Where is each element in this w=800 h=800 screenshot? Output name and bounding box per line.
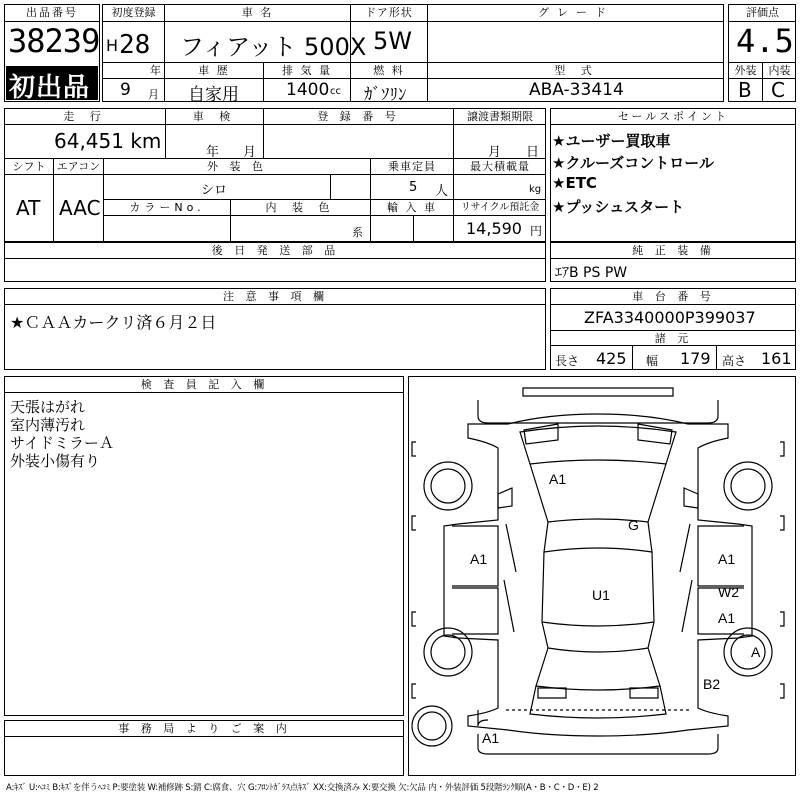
height-label: 高さ xyxy=(722,354,747,368)
selling-points-label: セールスポイント xyxy=(617,110,729,123)
length-value: 425 xyxy=(596,349,627,368)
first-listing-text: 初出品 xyxy=(9,73,91,103)
ac-label: エアコン xyxy=(56,160,101,173)
first-reg-label: 初度登録 xyxy=(111,6,156,19)
genuine-equipment-label: 純 正 装 備 xyxy=(632,244,715,257)
exterior-label: 外装 xyxy=(734,64,757,77)
grade-label: グレード xyxy=(538,6,614,19)
mileage-label: 走 行 xyxy=(63,110,107,123)
selling-point: ★プッシュスタート xyxy=(552,198,685,216)
inspector-label: 検 査 員 記 入 欄 xyxy=(140,378,269,391)
ac-value: AAC xyxy=(59,196,101,220)
inspection-label: 車 検 xyxy=(192,110,237,123)
capacity-value: 5 xyxy=(409,180,418,195)
length-label: 長さ xyxy=(555,354,580,368)
damage-mark-rear-right: B2 xyxy=(703,676,721,692)
reg-year: 28 xyxy=(119,30,151,60)
height-value: 161 xyxy=(761,349,792,368)
shift-value: AT xyxy=(16,196,41,220)
score-value: 4.5 xyxy=(736,22,794,60)
interior-color-suffix: 系 xyxy=(352,226,363,239)
damage-mark-rear-bumper: A1 xyxy=(482,730,500,746)
fuel-value: ｶﾞｿﾘﾝ xyxy=(364,85,407,105)
reg-month: 9 xyxy=(120,80,131,100)
office-label: 事 務 局 よ り ご 案 内 xyxy=(118,722,291,735)
inspection-month-unit: 月 xyxy=(243,145,257,160)
lot-number-label: 出品番号 xyxy=(26,6,78,19)
selling-point: ★クルーズコントロール xyxy=(552,154,714,172)
displacement-value: 1400 xyxy=(286,80,330,100)
transfer-day-unit: 日 xyxy=(526,145,540,160)
recycle-label: リサイクル預託金 xyxy=(460,202,540,213)
mileage-value: 64,451 km xyxy=(54,129,162,153)
fuel-label: 燃 料 xyxy=(373,64,405,77)
color-label: 外 装 色 xyxy=(207,160,267,173)
car-name: フィアット 500X xyxy=(180,33,367,61)
door-label: ドア形状 xyxy=(365,6,413,19)
inspection-year-unit: 年 xyxy=(206,145,220,160)
damage-mark-left-front: A1 xyxy=(470,551,488,567)
plate-label: 登 録 番 号 xyxy=(317,110,400,123)
interior-grade: C xyxy=(771,78,785,102)
later-parts-label: 後 日 発 送 部 品 xyxy=(211,244,340,257)
lot-number: 38239 xyxy=(8,22,100,60)
width-label: 幅 xyxy=(646,354,659,368)
damage-mark-right-rear: A1 xyxy=(718,610,736,626)
chassis-number: ZFA3340000P399037 xyxy=(584,308,756,327)
transfer-label: 譲渡書類期限 xyxy=(467,110,533,123)
damage-mark-right-front-repair: W2 xyxy=(718,584,739,600)
inspector-note: サイドミラーＡ xyxy=(10,434,114,452)
selling-point: ★ユーザー買取車 xyxy=(552,132,671,150)
displacement-unit: cc xyxy=(330,86,341,97)
interior-label: 内装 xyxy=(768,64,791,77)
damage-mark-windshield: G xyxy=(628,517,639,533)
load-unit: kg xyxy=(529,184,542,195)
score-label: 評価点 xyxy=(746,6,779,19)
transfer-month-unit: 月 xyxy=(488,145,502,160)
interior-color-label: 内 装 色 xyxy=(265,201,336,214)
recycle-unit: 円 xyxy=(530,224,543,238)
color-value: シロ xyxy=(201,183,228,198)
capacity-label: 乗車定員 xyxy=(388,160,436,173)
history-value: 自家用 xyxy=(188,85,239,105)
recycle-value: 14,590 xyxy=(466,219,522,238)
car-name-label: 車 名 xyxy=(241,6,274,19)
damage-mark-right-front: A1 xyxy=(718,551,736,567)
capacity-unit: 人 xyxy=(435,184,449,199)
width-value: 179 xyxy=(680,349,711,368)
model-value: ABA-33414 xyxy=(529,80,624,100)
selling-point: ★ETC xyxy=(552,174,597,192)
reg-era: H xyxy=(106,36,119,55)
reg-year-unit: 年 xyxy=(150,64,161,77)
history-label: 車 歴 xyxy=(198,64,230,77)
reg-month-unit: 月 xyxy=(148,88,159,101)
shift-label: シフト xyxy=(12,160,46,173)
chassis-label: 車 台 番 号 xyxy=(632,290,715,303)
damage-mark-bonnet: A1 xyxy=(549,471,567,487)
load-label: 最大積載量 xyxy=(470,160,530,173)
legend-text: A:ｷｽﾞ U:ﾍｺﾐ B:ｷｽﾞを伴うﾍｺﾐ P:要塗装 W:補修跡 S:錆 C:腐食、穴 G:ﾌﾛﾝﾄｶﾞﾗｽ点ｷｽﾞ XX:交換済み X:要交換 欠:欠品 内・外装評価 5段階ﾗﾝｸ順(A・B・C・D・E) 2 xyxy=(6,783,599,793)
damage-mark-right-rear-wheel: A xyxy=(751,644,761,660)
inspector-note: 天張はがれ xyxy=(10,398,86,416)
dims-label: 諸 元 xyxy=(654,332,693,345)
inspector-note: 室内薄汚れ xyxy=(10,416,86,434)
inspector-note: 外装小傷有り xyxy=(10,452,101,470)
displacement-label: 排 気 量 xyxy=(282,64,332,77)
import-label: 輸 入 車 xyxy=(387,201,437,214)
caution-label: 注 意 事 項 欄 xyxy=(223,290,328,303)
caution-value: ★ＣＡＡカークリ済６月２日 xyxy=(10,313,217,332)
exterior-grade: B xyxy=(738,78,752,102)
model-label: 型 式 xyxy=(554,64,598,77)
damage-mark-roof: U1 xyxy=(592,587,610,603)
door-type: 5W xyxy=(373,27,412,55)
genuine-equipment-value: ｴｱB PS PW xyxy=(555,265,628,281)
car-diagram xyxy=(408,376,796,776)
color-no-label: カラーNo. xyxy=(129,201,205,214)
